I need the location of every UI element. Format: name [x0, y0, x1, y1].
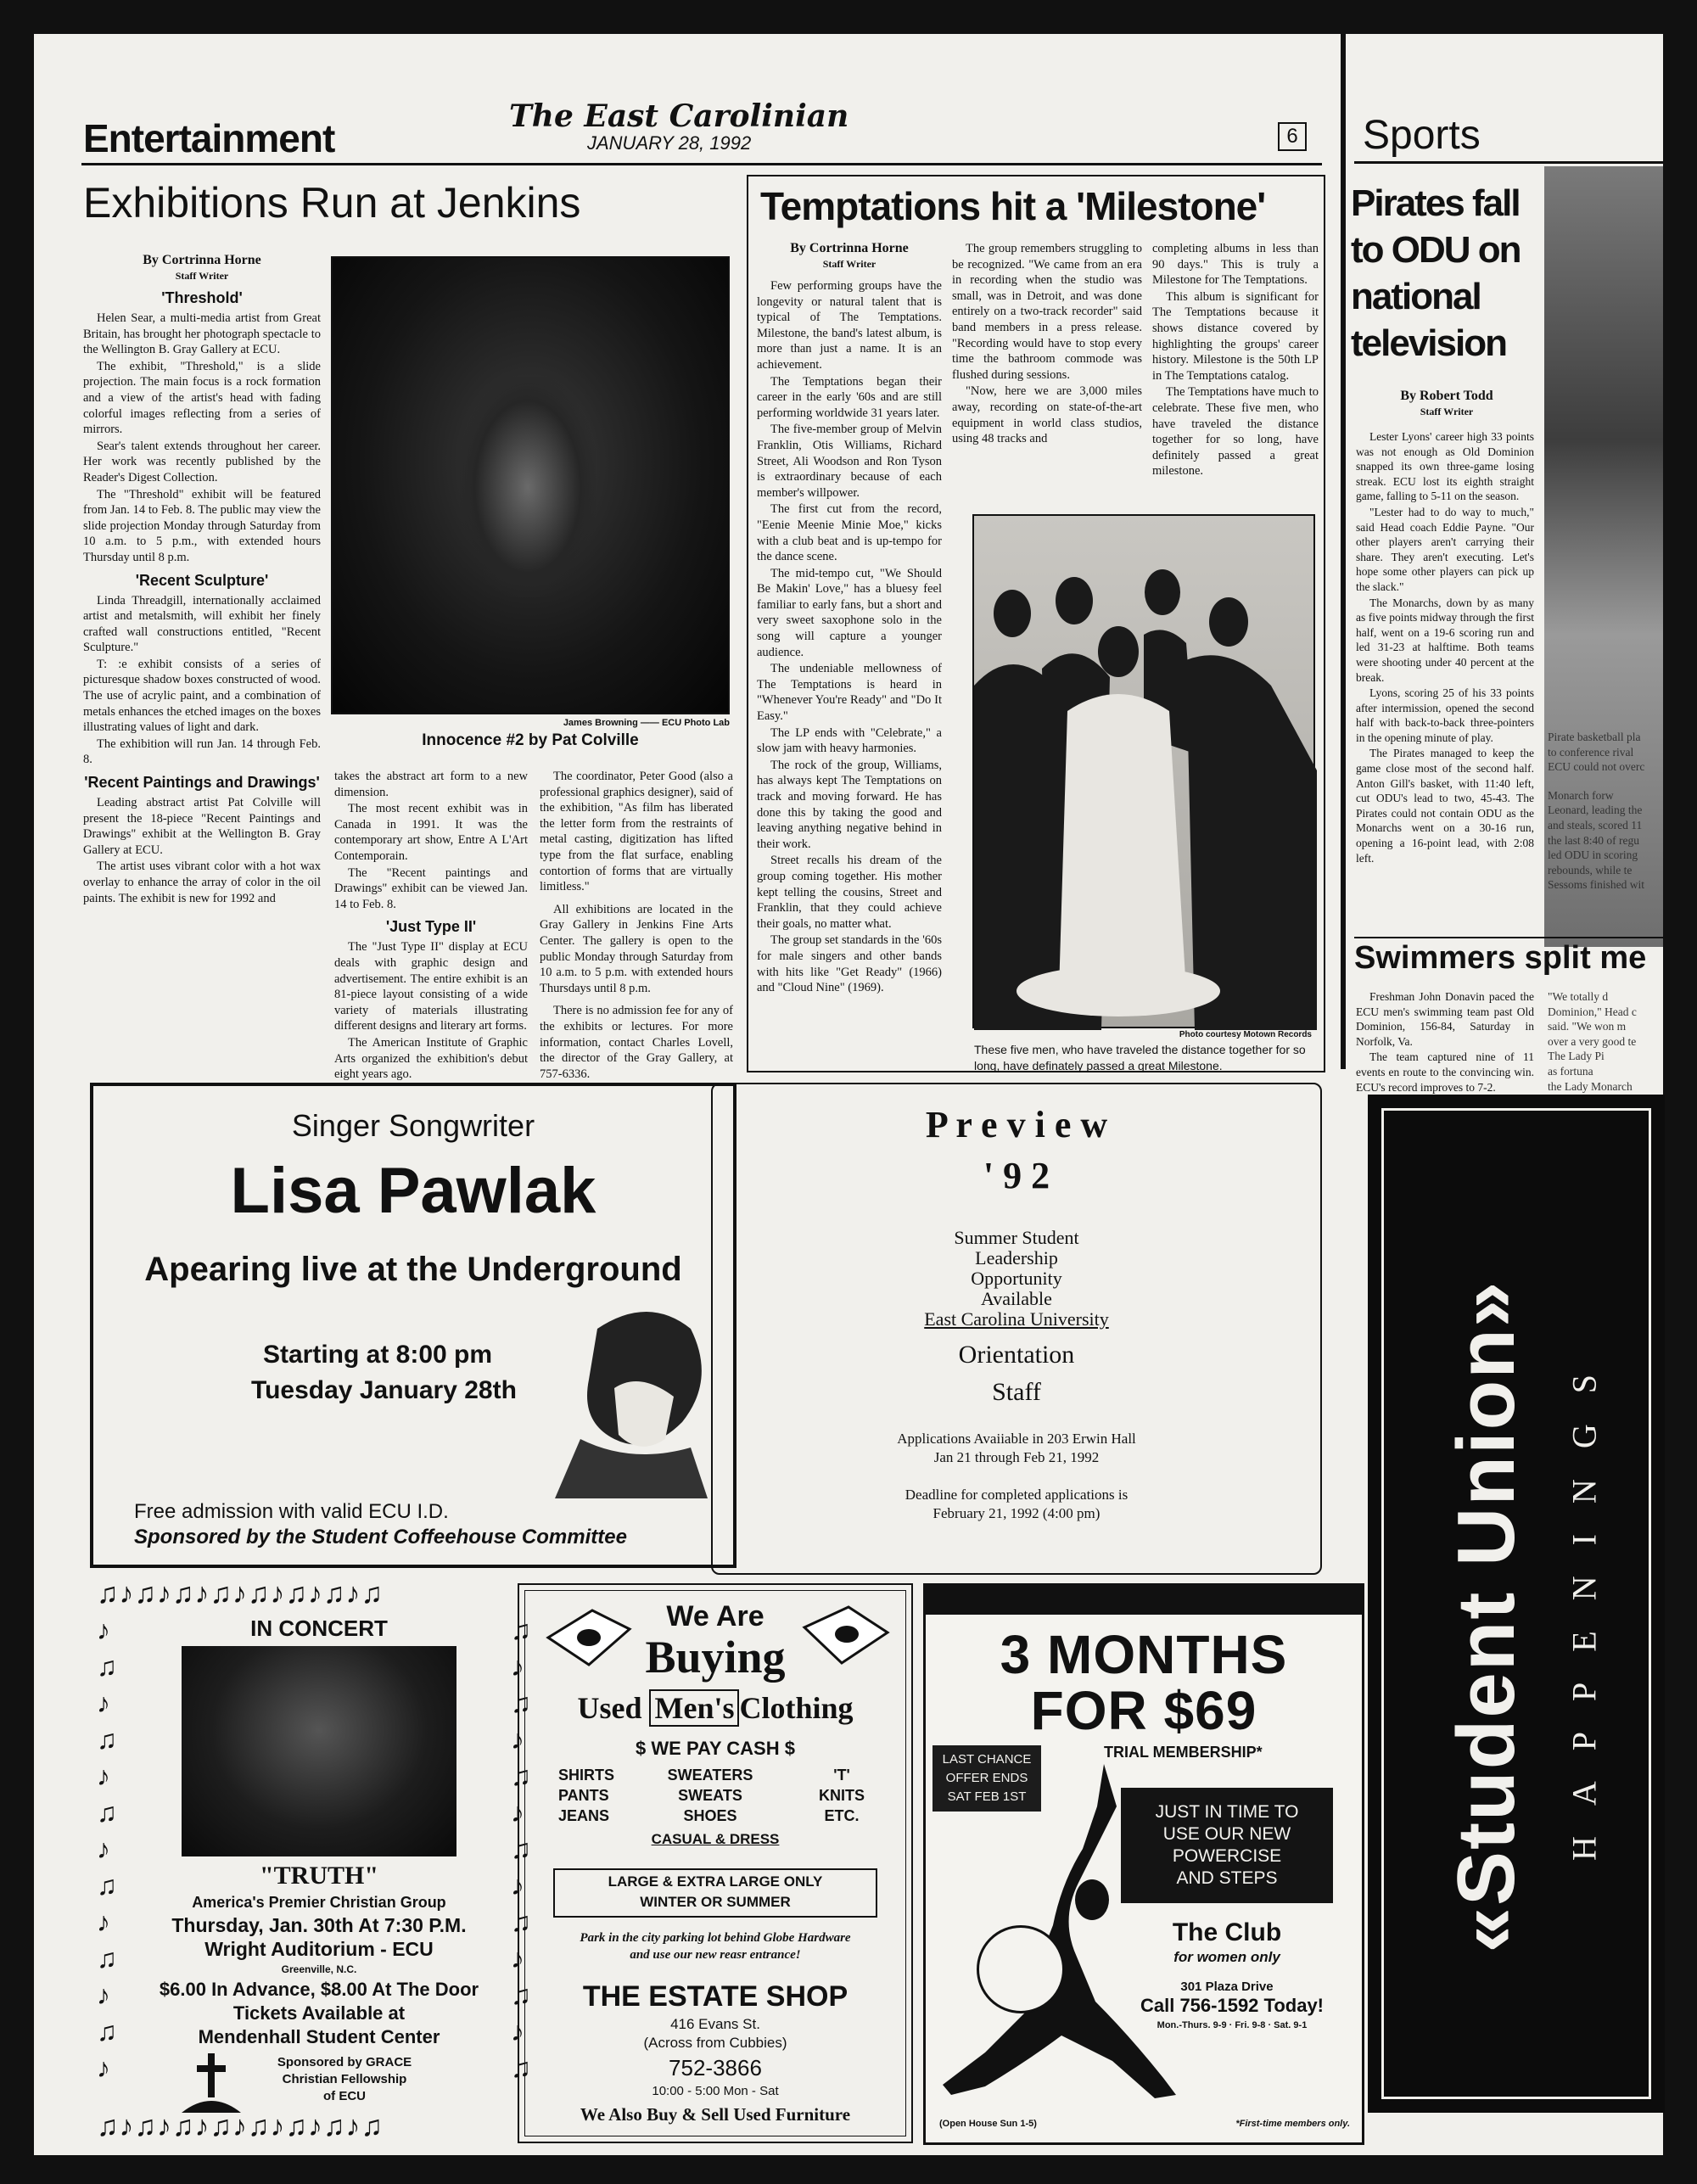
side-line: led ODU in scoring	[1548, 848, 1638, 862]
student-union-title: «Student Union»	[1441, 1280, 1532, 1953]
truth-name: "TRUTH"	[260, 1862, 378, 1890]
estate-item: SHOES	[683, 1807, 737, 1824]
pawlak-time: Starting at 8:00 pm	[263, 1341, 493, 1369]
issue-date: JANUARY 28, 1992	[587, 132, 752, 154]
temptations-column-3	[1152, 241, 1319, 512]
temptations-headline: Temptations hit a 'Milestone'	[760, 184, 1266, 228]
photo-figure	[460, 377, 596, 597]
paragraph: completing albums in less than 90 days." This is truly a Milestone for The Temptations.	[1152, 242, 1319, 288]
sports-divider	[1341, 34, 1346, 1069]
side-line: the last 8:40 of regu	[1548, 833, 1639, 847]
paragraph: The "Recent paintings and Drawings" exhibit can be viewed Jan. 14 to Feb. 8.	[334, 865, 528, 911]
estate-shop-name: THE ESTATE SHOP	[582, 1980, 848, 2013]
preview-l4: Available	[981, 1288, 1052, 1309]
side-line: as fortuna	[1548, 1064, 1593, 1078]
preview-year: ' 9 2	[983, 1155, 1050, 1196]
truth-tagline: America's Premier Christian Group	[192, 1894, 446, 1911]
preview-l1: Summer Student	[954, 1227, 1079, 1248]
side-line: Pirate basketball pla	[1548, 731, 1641, 743]
paragraph: The exhibit, "Threshold," is a slide projection. The main focus is a rock formation and a view of the artist's head with fading colorful images reflecting from a series of mirrors.	[83, 359, 321, 437]
paragraph: The American Institute of Graphic Arts organized the exhibition's debut eight years ago.	[334, 1035, 528, 1082]
club-trial: TRIAL MEMBERSHIP*	[1104, 1744, 1263, 1761]
paragraph: Linda Threadgill, internationally acclaimed artist and metalsmith, will exhibit her finely crafted wall constructions entitled, "Recent Sculpture."	[83, 593, 321, 655]
cross-icon	[182, 2052, 241, 2114]
paragraph: The "Threshold" exhibit will be featured from Jan. 14 to Feb. 8. The public may view the slide projection Monday through Saturday from 10 a.m. to 5 p.m., with extended hours Thursday until 8 p.m.	[83, 487, 321, 564]
estate-sizes2: WINTER OR SUMMER	[640, 1894, 791, 1910]
pawlak-name: Lisa Pawlak	[230, 1155, 596, 1227]
estate-item: SWEATERS	[667, 1767, 753, 1784]
paragraph: Freshman John Donavin paced the ECU men's swimming team past Old Dominion, 156-84, Saturday in Norfolk, Va.	[1356, 990, 1534, 1048]
innocence-photo	[331, 256, 730, 714]
truth-tickets: Tickets Available at	[232, 2002, 406, 2024]
club-chance2: OFFER ENDS	[945, 1771, 1028, 1785]
estate-mens: Men's	[649, 1689, 739, 1727]
temptations-photo-credit: Photo courtesy Motown Records	[1179, 1030, 1312, 1039]
club-chance1: LAST CHANCE	[942, 1752, 1032, 1767]
estate-park2: and use our new reasr entrance!	[630, 1948, 801, 1962]
sports-rule	[1354, 161, 1663, 164]
club-new2: USE OUR NEW	[1162, 1824, 1291, 1844]
subhead-sculpture: 'Recent Sculpture'	[135, 571, 269, 589]
paragraph: The group remembers struggling to be recognized. "We came from an era in recording when the studio was small, was in Detroit, and was done entirely on a two-track recorder" said band members in a press release. "Recording would have to stop every time the bathroom commode was flushed during sessions.	[952, 242, 1142, 382]
club-hours: Mon.-Thurs. 9-9 · Fri. 9-8 · Sat. 9-1	[1157, 2020, 1308, 2030]
estate-phone: 752-3866	[669, 2055, 762, 2080]
club-addr: 301 Plaza Drive	[1180, 1980, 1274, 1994]
paragraph: The group set standards in the '60s for male singers and other bands with hits like "Get Ready" (1966) and "Cloud Nine" (1969).	[757, 933, 942, 995]
paragraph: Leading abstract artist Pat Colville will present the 18-piece "Recent Paintings and Drawings" exhibit at the Wellington B. Gray Gallery at ECU.	[83, 796, 321, 857]
pawlak-admission: Free admission with valid ECU I.D.	[134, 1500, 449, 1523]
preview-title: P r e v i e w	[925, 1104, 1108, 1145]
preview-l8: Applications Avaiiable in 203 Erwin Hall	[897, 1431, 1136, 1447]
masthead-rule	[81, 163, 1322, 165]
exhibitions-column-3	[540, 769, 733, 1081]
newspaper-page	[34, 34, 1663, 2155]
paper-name: The East Carolinian	[509, 98, 849, 134]
estate-park1: Park in the city parking lot behind Globe Hardware	[580, 1931, 851, 1945]
side-line: Monarch forw	[1548, 788, 1614, 802]
club-first-time: *First-time members only.	[1235, 2119, 1350, 2129]
estate-col1	[558, 1765, 643, 1826]
temptations-group-image	[974, 516, 1317, 1030]
exhibitions-headline: Exhibitions Run at Jenkins	[83, 179, 581, 227]
subhead-threshold: 'Threshold'	[161, 289, 243, 306]
section-label: Entertainment	[83, 116, 335, 160]
estate-item: JEANS	[558, 1807, 610, 1824]
side-line: the Lady Monarch	[1548, 1079, 1633, 1093]
pawlak-portrait	[546, 1295, 716, 1498]
estate-sizes1: LARGE & EXTRA LARGE ONLY	[608, 1873, 823, 1890]
side-line: said. "We won m	[1548, 1020, 1627, 1033]
preview-l2: Leadership	[975, 1247, 1058, 1268]
exhibitions-byline: By Cortrinna Horne	[143, 253, 261, 267]
preview-l9: Jan 21 through Feb 21, 1992	[933, 1449, 1100, 1465]
sports-side-column	[1548, 730, 1663, 893]
paragraph: The rock of the group, Williams, has always kept The Temptations on track and moving forward. He has done this by taking the good and leaving anything negative behind in their work.	[757, 758, 942, 851]
estate-hours: 10:00 - 5:00 Mon - Sat	[652, 2084, 779, 2098]
exhibitions-byline-title: Staff Writer	[175, 270, 229, 282]
side-line: Leonard, leading the	[1548, 804, 1643, 817]
preview-l6: Orientation	[958, 1341, 1075, 1369]
preview-l10: Deadline for completed applications is	[905, 1487, 1129, 1503]
side-line: Dominion," Head c	[1548, 1005, 1637, 1018]
pawlak-line1: Singer Songwriter	[291, 1108, 535, 1143]
club-l2: FOR $69	[1030, 1680, 1257, 1741]
paragraph: Helen Sear, a multi-media artist from Great Britain, has brought her photograph spectacle to the Wellington B. Gray Gallery at ECU.	[83, 311, 321, 357]
club-ad	[923, 1583, 1364, 2145]
club-new4: AND STEPS	[1176, 1868, 1278, 1888]
paragraph: Lester Lyons' career high 33 points was not enough as Old Dominion snapped its own three-game losing streak. ECU lost its eighth straight game, falling to 5-11 on the season.	[1356, 430, 1534, 503]
side-line: Sessoms finished wit	[1548, 878, 1645, 892]
club-l1: 3 MONTHS	[1000, 1624, 1288, 1685]
swim-headline: Swimmers split me	[1354, 940, 1647, 976]
exhibitions-column-1	[83, 253, 321, 1067]
paragraph: The team captured nine of 11 events en route to the convincing win. ECU's record improves to 7-2.	[1356, 1050, 1534, 1094]
truth-venue: Wright Auditorium - ECU	[204, 1938, 434, 1960]
paragraph: "Now, here we are 3,000 miles away, recording on state-of-the-art equipment in world class studios, using 48 tracks and	[952, 384, 1142, 446]
sports-byline: By Robert Todd	[1400, 389, 1493, 403]
estate-item: SHIRTS	[558, 1767, 615, 1784]
paragraph: T: :e exhibit consists of a series of picturesque shadow boxes constructed of wood. The use of acrylic paint, and a combination of metals enhances the etched images on the boxes illustrating values of light and dark.	[83, 657, 321, 735]
estate-across: (Across from Cubbies)	[643, 2035, 787, 2051]
paragraph: The Temptations began their career in the early '60s and are still performing worldwide 31 years later.	[757, 374, 942, 420]
paragraph: Few performing groups have the longevity or natural talent that is typical of The Temptations. Milestone, the band's latest album, is more than just a name. It is an achievement.	[757, 279, 942, 372]
paragraph: The LP ends with "Celebrate," a slow jam with heavy harmonies.	[757, 725, 942, 756]
subhead-just-type: 'Just Type II'	[385, 918, 477, 936]
paragraph: Street recalls his dream of the group coming together. His mother kept telling the cousins, Street and Franklin, that they could achieve their goals, no matter what.	[757, 854, 942, 931]
truth-sponsor1: Sponsored by GRACE	[277, 2055, 412, 2069]
temptations-column-1	[757, 241, 942, 1064]
truth-ad	[90, 1578, 548, 2145]
side-line: over a very good te	[1548, 1034, 1637, 1048]
club-open-house: (Open House Sun 1-5)	[939, 2119, 1037, 2129]
club-chance3: SAT FEB 1ST	[947, 1789, 1027, 1804]
preview-l3: Opportunity	[971, 1268, 1062, 1289]
paragraph: There is no admission fee for any of the exhibits or lectures. For more information, contact Charles Lovell, the director of the Gray Gallery, at 757-6336.	[540, 1004, 733, 1081]
paragraph: All exhibitions are located in the Gray Gallery in Jenkins Fine Arts Center. The gallery is open to the public Monday through Saturday from 10 a.m. to 5 p.m. with extended hours Thursdays until 8 p.m.	[540, 902, 733, 995]
truth-heading: IN CONCERT	[250, 1616, 388, 1641]
paragraph: The five-member group of Melvin Franklin, Otis Williams, Richard Street, Ali Woodson and Ron Tyson is extraordinary because of each member's willpower.	[757, 423, 942, 500]
sports-column	[1356, 429, 1534, 930]
exhibitions-column-2	[334, 769, 528, 1082]
page-number: 6	[1278, 122, 1307, 151]
student-union-ad	[1368, 1095, 1665, 2113]
club-new1: JUST IN TIME TO	[1155, 1802, 1299, 1822]
truth-sponsor3: of ECU	[323, 2089, 366, 2103]
paragraph: "Lester had to do way to much," said Head coach Eddie Payne. "Our other players aren't carrying their share. They aren't executing. Let's hope some other players can pick up the slack."	[1356, 505, 1534, 593]
estate-casual: CASUAL & DRESS	[651, 1831, 780, 1847]
side-line: "We totally d	[1548, 990, 1609, 1003]
paragraph: The most recent exhibit was in Canada in 1991. It was the contemporary art show, Entre A L'Art Contemporain.	[334, 802, 528, 863]
club-new3: POWERCISE	[1172, 1846, 1282, 1866]
paragraph: Sear's talent extends throughout her career. Her work was recently published by the Reader's Digest Collection.	[83, 439, 321, 484]
club-top-band	[926, 1586, 1362, 1615]
club-name: The Club	[1172, 1918, 1282, 1946]
truth-band-photo	[182, 1646, 456, 1856]
club-starburst	[977, 1925, 1065, 2013]
paragraph: The mid-tempo cut, "We Should Be Makin' Love," has a bluesy feel familiar to early fans, but a short and very sweet saxophone solo in the song will capture a younger audience.	[757, 566, 942, 659]
paragraph: The "Just Type II" display at ECU deals with graphic design and advertisement. The entire exhibit is an 81-piece layout consisting of a wide variety of materials illustrating different designs and literary art forms.	[334, 940, 528, 1033]
music-notes-left: ♪ ♫ ♪ ♫ ♪ ♫ ♪ ♫ ♪ ♫ ♪ ♫ ♪	[97, 1615, 117, 2083]
paragraph: The undeniable mellowness of The Temptations is heard in "Whenever You're Ready" and "Do It Easy."	[757, 662, 942, 724]
truth-price: $6.00 In Advance, $8.00 At The Door	[159, 1979, 479, 2000]
music-notes-right: ♫ ♪ ♫ ♪ ♫ ♪ ♫ ♪ ♫ ♪ ♫ ♪ ♫	[511, 1615, 531, 2083]
music-notes-bottom: ♫♪♫♪♫♪♫♪♫♪♫♪♫♪♫	[97, 2111, 384, 2142]
estate-col3	[808, 1765, 876, 1826]
paragraph: The Pirates managed to keep the game close most of the second half. Anton Gill's basket, with 11:40 left, cut ODU's lead to two, 45-43. The Pirates could not contain ODU as the Monarchs went on a 30-16 run, opening a 16-point lead, with 2:08 left.	[1356, 747, 1534, 865]
estate-addr: 416 Evans St.	[670, 2016, 760, 2032]
side-line: and steals, scored 11	[1548, 818, 1643, 832]
estate-clothing: Clothing	[739, 1691, 854, 1725]
club-for: for women only	[1173, 1949, 1280, 1965]
innocence-caption: Innocence #2 by Pat Colville	[422, 731, 639, 749]
truth-sponsor2: Christian Fellowship	[282, 2072, 407, 2086]
subhead-paintings: 'Recent Paintings and Drawings'	[84, 774, 320, 792]
truth-location: Mendenhall Student Center	[198, 2026, 440, 2047]
preview-ad	[711, 1083, 1322, 1575]
pawlak-date: Tuesday January 28th	[251, 1376, 517, 1404]
preview-l7: Staff	[992, 1378, 1041, 1406]
club-call: Call 756-1592 Today!	[1140, 1995, 1325, 2016]
swim-rule	[1354, 937, 1663, 938]
music-notes-top: ♫♪♫♪♫♪♫♪♫♪♫♪♫♪♫	[97, 1578, 384, 1610]
swim-column	[1356, 989, 1534, 1094]
side-line: ECU could not overc	[1548, 760, 1645, 774]
temptations-byline: By Cortrinna Horne	[790, 241, 909, 255]
estate-used: Used	[577, 1691, 642, 1725]
pawlak-line2: Apearing live at the Underground	[144, 1251, 682, 1288]
paragraph: The exhibition will run Jan. 14 through Feb. 8.	[83, 736, 321, 767]
sports-headline: Pirates fall to ODU on national television	[1351, 182, 1521, 364]
pawlak-sponsor: Sponsored by the Student Coffeehouse Committee	[134, 1526, 627, 1548]
paragraph: The first cut from the record, "Eenie Meenie Minie Moe," kicks with a club beat and is up-tempo for the dance scene.	[757, 502, 942, 564]
temptations-caption: These five men, who have traveled the distance together for so long, have definately passed a great Milestone.	[974, 1043, 1306, 1072]
truth-date: Thursday, Jan. 30th At 7:30 P.M.	[171, 1914, 467, 1936]
temptations-photo	[972, 514, 1315, 1028]
club-new-box	[1121, 1788, 1333, 1903]
paragraph: The Monarchs, down by as many as five points midway through the first half, went on a 19-6 scoring run and led 31-23 at halftime. Both teams were shooting under 40 percent at the break.	[1356, 596, 1534, 684]
side-line: to conference rival	[1548, 745, 1634, 759]
paragraph: The Temptations have much to celebrate. These five men, who have traveled the distance together for so long, have definitely passed a great milestone.	[1152, 385, 1319, 479]
temptations-byline-title: Staff Writer	[822, 258, 877, 270]
side-line: rebounds, while te	[1548, 863, 1633, 876]
estate-used-line	[519, 1690, 911, 1726]
estate-item: 'T'	[833, 1767, 850, 1784]
side-line: The Lady Pi	[1548, 1050, 1605, 1063]
preview-l5: East Carolina University	[924, 1308, 1109, 1330]
sports-byline-block	[1358, 389, 1536, 419]
estate-shop-ad	[518, 1583, 913, 2143]
estate-item: SWEATS	[678, 1787, 742, 1804]
sports-section-label: Sports	[1363, 113, 1481, 158]
paragraph: Lyons, scoring 25 of his 33 points after intermission, opened the second half with back-to-back three-pointers in the opening minute of play.	[1356, 686, 1534, 744]
truth-city: Greenville, N.C.	[281, 1963, 357, 1975]
estate-item: KNITS	[819, 1787, 865, 1804]
paragraph: The coordinator, Peter Good (also a professional graphics designer), said of the exhibition, "As film has liberated the letter form from the restraints of metal casting, digitization has lifted type from the flat surface, enabling contortion of forms that are virtually limitless."	[540, 770, 733, 894]
estate-col2	[655, 1765, 765, 1826]
sports-byline-title: Staff Writer	[1420, 406, 1474, 417]
temptations-column-2	[952, 241, 1142, 512]
estate-cash: $ WE PAY CASH $	[636, 1738, 795, 1759]
pawlak-ad	[90, 1083, 736, 1568]
paragraph: takes the abstract art form to a new dimension.	[334, 770, 528, 799]
paragraph: This album is significant for The Temptations because it shows distance covered by highlighting the groups' career history. Milestone is the 50th LP in The Temptations catalog.	[1152, 289, 1319, 383]
estate-l2: Buying	[645, 1632, 786, 1683]
student-union-sub: HAPPENINGS	[1565, 1344, 1604, 1861]
swim-side-column	[1548, 989, 1663, 1094]
estate-item: PANTS	[558, 1787, 609, 1804]
paragraph: The artist uses vibrant color with a hot wax overlay to enhance the array of color in the oil paints. The exhibit is new for 1992 and	[83, 860, 321, 905]
innocence-photo-credit: James Browning —— ECU Photo Lab	[563, 718, 730, 728]
estate-furniture: We Also Buy & Sell Used Furniture	[580, 2104, 851, 2125]
estate-item: ETC.	[824, 1807, 860, 1824]
preview-l11: February 21, 1992 (4:00 pm)	[933, 1505, 1101, 1521]
estate-l1: We Are	[666, 1600, 764, 1632]
